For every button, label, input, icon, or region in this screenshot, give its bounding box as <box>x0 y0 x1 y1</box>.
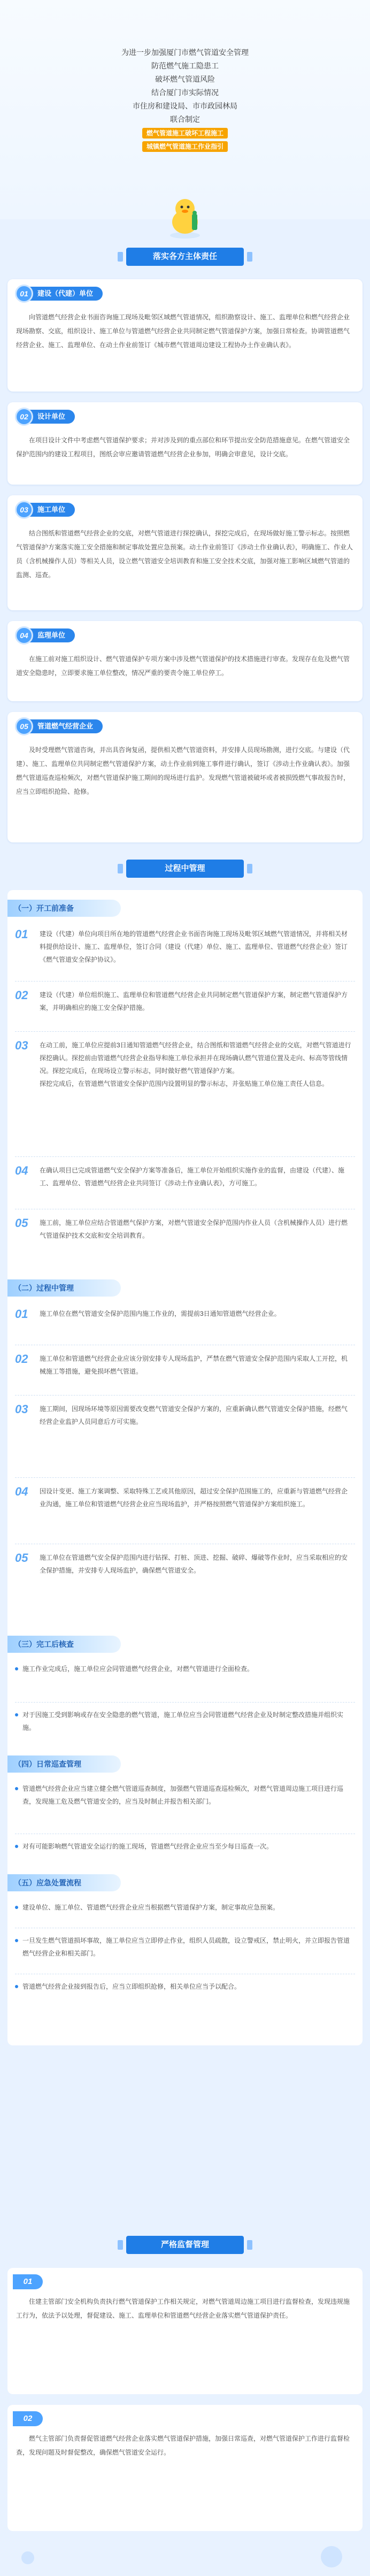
subsection-completion-check: （三）完工后核查 <box>7 1636 121 1653</box>
supervision-card <box>7 2268 363 2394</box>
card-text: 向管道燃气经营企业书面咨询施工现场及毗邻区域燃气管道情况，组织勘察设计、施工、监理单位和燃气经营企业现场勘察、交底，组织设计、施工单位与管道燃气经营企业共同制定燃气管道保护方案，加强日常检查。协调管道燃气经营企业、施工、监理单位、在动土作业前签订《城市燃气管道周边建设工程协办土作业确认表》。 <box>16 313 350 349</box>
list-item <box>15 1485 355 1544</box>
decorative-dot <box>321 2546 342 2567</box>
item-text: 建设（代建）单位组织施工、监理单位和管道燃气经营企业共同制定燃气管道保护方案，制定燃气管道保护方案，并明确相应的施工安全保护措施。 <box>40 991 348 1011</box>
card-number: 04 <box>15 626 33 645</box>
list-item <box>15 1352 355 1396</box>
list-item <box>15 927 355 982</box>
list-item <box>15 1164 355 1209</box>
header-intro <box>0 0 370 153</box>
card-number: 05 <box>15 717 33 735</box>
intro-line: 结合厦门市实际情况 <box>151 88 219 97</box>
item-number: 03 <box>15 1039 28 1052</box>
item-number: 04 <box>15 1164 28 1177</box>
subsection-during-construction: （二）过程中管理 <box>7 1279 121 1297</box>
list-item <box>15 988 355 1032</box>
bullet-item: 建设单位、施工单位、管道燃气经营企业应当根据燃气管道保护方案，制定事故应急预案。 <box>15 1901 355 1928</box>
item-text: 建设（代建）单位向项目所在地的管道燃气经营企业书面咨询施工现场及毗邻区域燃气管道情况，并将相关材料提供给设计、施工、监理单位，签订合同（建设（代建）单位、施工、监理单位、管道燃气经营企业）签订《燃气管道安全保护协议》。 <box>40 930 348 963</box>
bullet-item: 施工作业完成后，施工单位应会同管道燃气经营企业，对燃气管道进行全面检查。 <box>15 1662 355 1703</box>
card-number: 03 <box>15 501 33 519</box>
intro-line: 市住房和建设局、市市政园林局 <box>133 102 237 110</box>
card-title <box>15 717 103 735</box>
subsection-emergency: （五）应急处置流程 <box>7 1874 121 1891</box>
item-text: 施工期间，因现场环境等原因需要改变燃气管道安全保护方案的，应重新确认燃气管道安全保护措施，经燃气经营企业监护人员同意后方可实施。 <box>40 1405 348 1425</box>
item-text: 施工单位在燃气管道安全保护范围内施工作业的，需提前3日通知管道燃气经营企业。 <box>40 1310 281 1317</box>
item-text: 因设计变更、施工方案调整、采取特殊工艺或其他原因，超过安全保护范围施工的，应重新与管道燃气经营企业沟通，施工单位和管道燃气经营企业应当现场监护，并严格按照燃气管道保护方案组织施工。 <box>40 1488 348 1508</box>
card-text: 住建主管部门安全机构负责执行燃气管道保护工作相关规定，对燃气管道周边施工项目进行监督检查，发现违规施工行为，依法予以处理，督促建设、施工、监理单位和管道燃气经营企业落实燃气管道保护责任。 <box>16 2298 350 2319</box>
card-title <box>15 285 103 303</box>
card-text: 在项目设计文件中考虑燃气管道保护要求；并对涉及到的重点部位和环节提出安全防范措施意见。在燃气管道安全保护范围内的建设工程项目，图纸会审应邀请管道燃气经营企业参加，明确会审意见，设计交底。 <box>16 436 350 458</box>
item-text: 施工前，施工单位应结合管道燃气保护方案，对燃气管道安全保护范围内作业人员（含机械操作人员）进行燃气管道保护技术交底和安全培训教育。 <box>40 1219 348 1239</box>
list-item <box>15 1402 355 1478</box>
intro-line: 防范燃气施工隐患工 <box>151 62 219 70</box>
highlight-tag: 城镇燃气管道施工作业指引 <box>142 141 228 152</box>
list-item <box>15 1216 355 1270</box>
card-number: 02 <box>15 408 33 426</box>
section-title-process: 过程中管理 <box>126 860 244 878</box>
item-number: 05 <box>15 1216 28 1230</box>
card-title <box>15 501 75 519</box>
bullet-item: 对于因施工受到影响或存在安全隐患的燃气管道，施工单位应当会同管道燃气经营企业及时制定整改措施并组织实施。 <box>15 1708 355 1748</box>
item-number: 04 <box>15 1485 28 1498</box>
card-number: 02 <box>13 2411 43 2426</box>
card-title <box>15 626 75 645</box>
card-text: 结合图纸和管道燃气经营企业的交底，对燃气管道进行探挖确认，探挖完成后，在现场做好施工警示标志。按照燃气管道保护方案落实施工安全措施和制定事故处置应急预案。动土作业前签订《涉动土作业确认表》，明确施工、作业人员（含机械操作人员）等相关人员，设立燃气管道安全培训教育和施工安全技术交底，加强对施工影响区域燃气管道的监测、巡查。 <box>16 530 353 579</box>
item-text: 在确认项目已完成管道燃气安全保护方案等准备后，施工单位开始组织实施作业的监督，由建设（代建）、施工、监理单位、管道燃气经营企业共同签订《涉动土作业确认表》，方可施工。 <box>40 1167 345 1187</box>
intro-line: 为进一步加强厦门市燃气管道安全管理 <box>121 48 249 57</box>
decorative-dot <box>21 2551 34 2564</box>
item-text: 施工单位在管道燃气安全保护范围内进行钻探、打桩、顶进、挖掘、破碎、爆破等作业时，应当采取相应的安全保护措施，并安排专人现场监护，确保燃气管道安全。 <box>40 1554 348 1574</box>
card-text: 在施工前对施工组织设计、燃气管道保护专项方案中涉及燃气管道保护的技术措施进行审查。发现存在危及燃气管道安全隐患时，立即要求施工单位整改，情况严重的要责令施工单位停工。 <box>16 655 350 677</box>
item-text: 施工单位和管道燃气经营企业应该分别安排专人现场监护，严禁在燃气管道安全保护范围内采取人工开挖，机械施工等措施，避免损坏燃气管道。 <box>40 1355 348 1375</box>
card-construction-contractor <box>7 495 363 610</box>
card-text: 及时受理燃气管道咨询，并出具咨询复函，提供相关燃气管道资料，并安排人员现场勘测，进行交底。与建设（代建）、施工、监理单位共同制定燃气管道保护方案，动土作业前到施工事件进行确认，签订《涉动土作业确认表》。加强燃气管道巡查巡检频次，对燃气管道保护施工期间的现场进行监护。发现燃气管道被破坏或者被损毁燃气事故报告时，应当立即组织抢险、抢修。 <box>16 746 350 795</box>
card-title-label: 建设（代建）单位 <box>28 287 103 301</box>
subsection-routine-inspection: （四）日常巡查管理 <box>7 1755 121 1773</box>
card-title-label: 施工单位 <box>28 503 75 517</box>
bullet-item: 管道燃气经营企业接到报告后，应当立即组织抢修，相关单位应当予以配合。 <box>15 1980 355 2007</box>
intro-line: 破坏燃气管道风险 <box>155 75 215 83</box>
bullet-item: 管道燃气经营企业应当建立健全燃气管道巡查制度，加强燃气管道巡查巡检频次，对燃气管道周边施工项目进行巡查，发现施工危及燃气管道安全的，应当及时制止并报告相关部门。 <box>15 1782 355 1834</box>
supervision-card <box>7 2405 363 2531</box>
card-design-unit <box>7 402 363 485</box>
list-item <box>15 1551 355 1626</box>
header-banner <box>0 0 370 219</box>
bullet-item: 对有可能影响燃气管道安全运行的施工现场，管道燃气经营企业应当至少每日巡查一次。 <box>15 1840 355 1867</box>
card-title <box>15 408 75 426</box>
card-title-label: 设计单位 <box>28 410 75 424</box>
duck-mascot-icon <box>161 193 209 241</box>
intro-line: 联合制定 <box>170 115 200 124</box>
card-number: 01 <box>15 285 33 303</box>
card-number: 01 <box>13 2274 43 2289</box>
item-number: 01 <box>15 1307 28 1321</box>
card-gas-company <box>7 712 363 842</box>
item-text: 在动工前，施工单位应提前3日通知管道燃气经营企业，结合图纸和管道燃气经营企业的交底，对燃气管道进行探挖确认。探挖前由管道燃气经营企业指导和施工单位承担并在现场确认燃气管道位置及走向、标高等管线情况。探挖完成后，在现场设立警示标志，同时做好燃气管道保护方案。 探挖完成后，在管道燃气管道安全保护范围内设置明显的警示标志，并张贴施工单位施工责任人信息。 <box>40 1041 351 1087</box>
section-title-responsibility: 落实各方主体责任 <box>126 248 244 266</box>
highlight-tag: 燃气管道施工破坏工程施工 <box>142 128 228 139</box>
list-item <box>15 1307 355 1345</box>
item-number: 02 <box>15 988 28 1002</box>
subsection-pre-construction: （一）开工前准备 <box>7 900 121 917</box>
card-title-label: 管道燃气经营企业 <box>28 719 103 733</box>
card-title-label: 监理单位 <box>28 628 75 642</box>
bullet-item: 一旦发生燃气管道损坏事故，施工单位应当立即停止作业，组织人员疏散，设立警戒区，禁止明火，并立即报告管道燃气经营企业和相关部门。 <box>15 1934 355 1974</box>
item-number: 05 <box>15 1551 28 1565</box>
process-panel <box>7 890 363 2045</box>
card-construction-unit <box>7 279 363 392</box>
item-number: 02 <box>15 1352 28 1366</box>
list-item <box>15 1039 355 1157</box>
section-title-supervision: 严格监督管理 <box>126 2236 244 2254</box>
card-text: 燃气主管部门负责督促管道燃气经营企业落实燃气管道保护措施，加强日常巡查，对燃气管道保护工作进行监督检查，发现问题及时督促整改，确保燃气管道安全运行。 <box>16 2435 350 2456</box>
item-number: 01 <box>15 927 28 941</box>
card-supervision-unit <box>7 621 363 701</box>
item-number: 03 <box>15 1402 28 1416</box>
